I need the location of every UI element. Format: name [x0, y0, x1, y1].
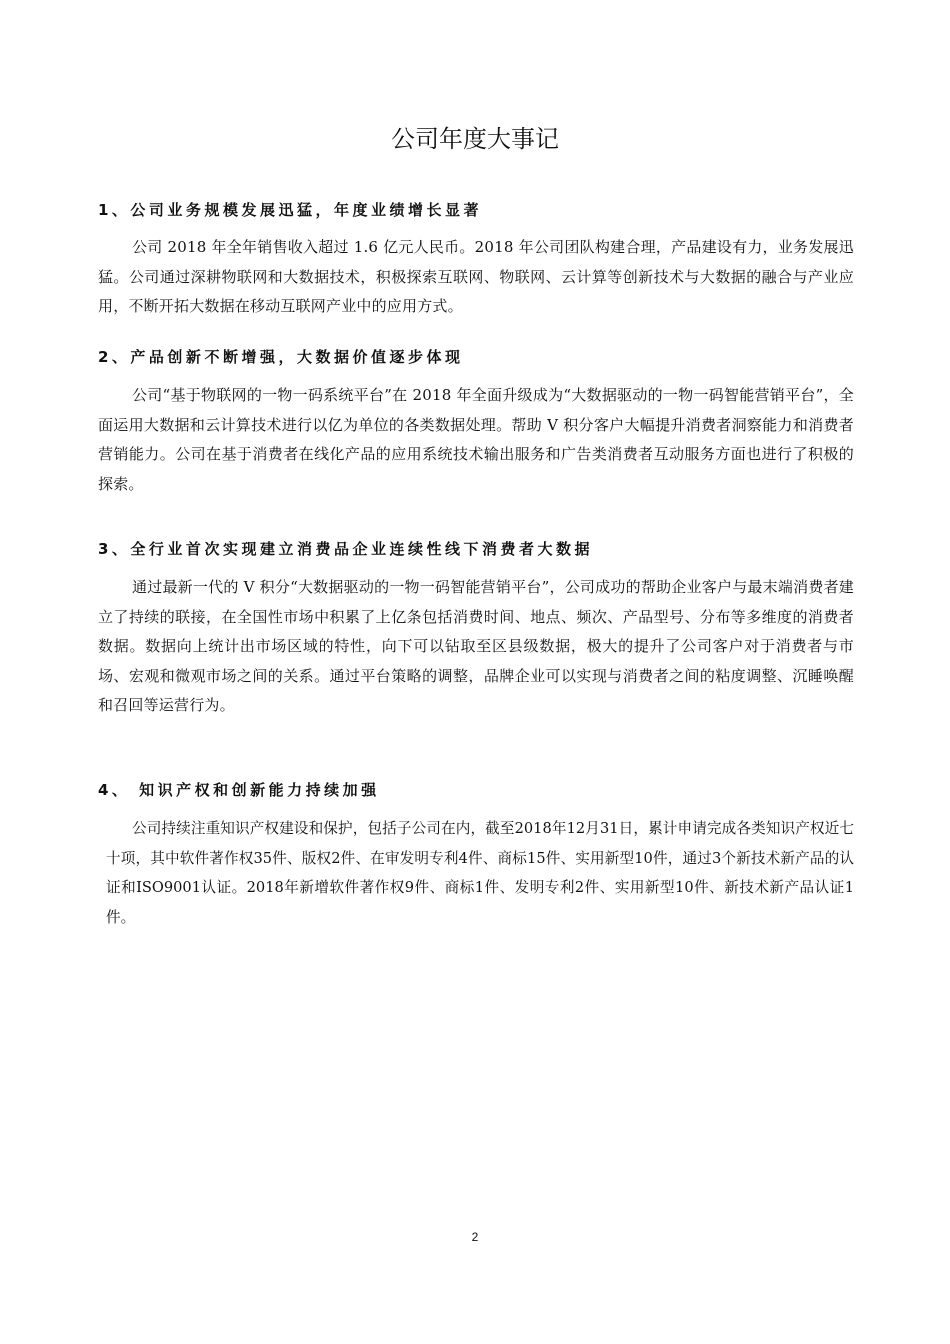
section-body: 公司持续注重知识产权建设和保护，包括子公司在内，截至2018年12月31日，累计申请完成各类知识产权近七十项，其中软件著作权35件、版权2件、在审发明专利4件、商标15件、实用新型10件，通过3个新技术新产品的认证和ISO9001认证。2018年新增软件著作权9件、商标1件、发明专利2件、实用新型10件、新技术新产品认证1件。: [106, 820, 854, 926]
section-heading: 1、公司业务规模发展迅猛，年度业绩增长显著: [98, 201, 482, 219]
section-body: 公司 2018 年全年销售收入超过 1.6 亿元人民币。2018 年公司团队构建合理，产品建设有力，业务发展迅猛。公司通过深耕物联网和大数据技术，积极探索互联网、物联网、云计算等创新技术与大数据的融合与产业应用，不断开拓大数据在移动互联网产业中的应用方式。: [98, 238, 854, 315]
section-product-innovation: [98, 346, 854, 499]
page-number: 2: [471, 1230, 479, 1244]
section-intellectual-property: [98, 779, 854, 932]
page-title: 公司年度大事记: [391, 125, 559, 153]
section-heading: 3、全行业首次实现建立消费品企业连续性线下消费者大数据: [98, 540, 593, 558]
section-body: 公司“基于物联网的一物一码系统平台”在 2018 年全面升级成为“大数据驱动的一物一码智能营销平台”，全面运用大数据和云计算技术进行以亿为单位的各类数据处理。帮助 V 积分客户大幅提升消费者洞察能力和消费者营销能力。公司在基于消费者在线化产品的应用系统技术输出服务和广告类消费者互动服务方面也进行了积极的探索。: [98, 386, 854, 493]
section-consumer-big-data: [98, 538, 854, 721]
section-business-growth: [98, 199, 854, 322]
section-heading: 4、 知识产权和创新能力持续加强: [98, 781, 380, 799]
section-body: 通过最新一代的 V 积分“大数据驱动的一物一码智能营销平台”，公司成功的帮助企业客户与最末端消费者建立了持续的联接，在全国性市场中积累了上亿条包括消费时间、地点、频次、产品型号、分布等多维度的消费者数据。数据向上统计出市场区域的特性，向下可以钻取至区县级数据，极大的提升了公司客户对于消费者与市场、宏观和微观市场之间的关系。通过平台策略的调整，品牌企业可以实现与消费者之间的粘度调整、沉睡唤醒和召回等运营行为。: [98, 578, 854, 714]
section-heading: 2、产品创新不断增强，大数据价值逐步体现: [98, 348, 464, 366]
